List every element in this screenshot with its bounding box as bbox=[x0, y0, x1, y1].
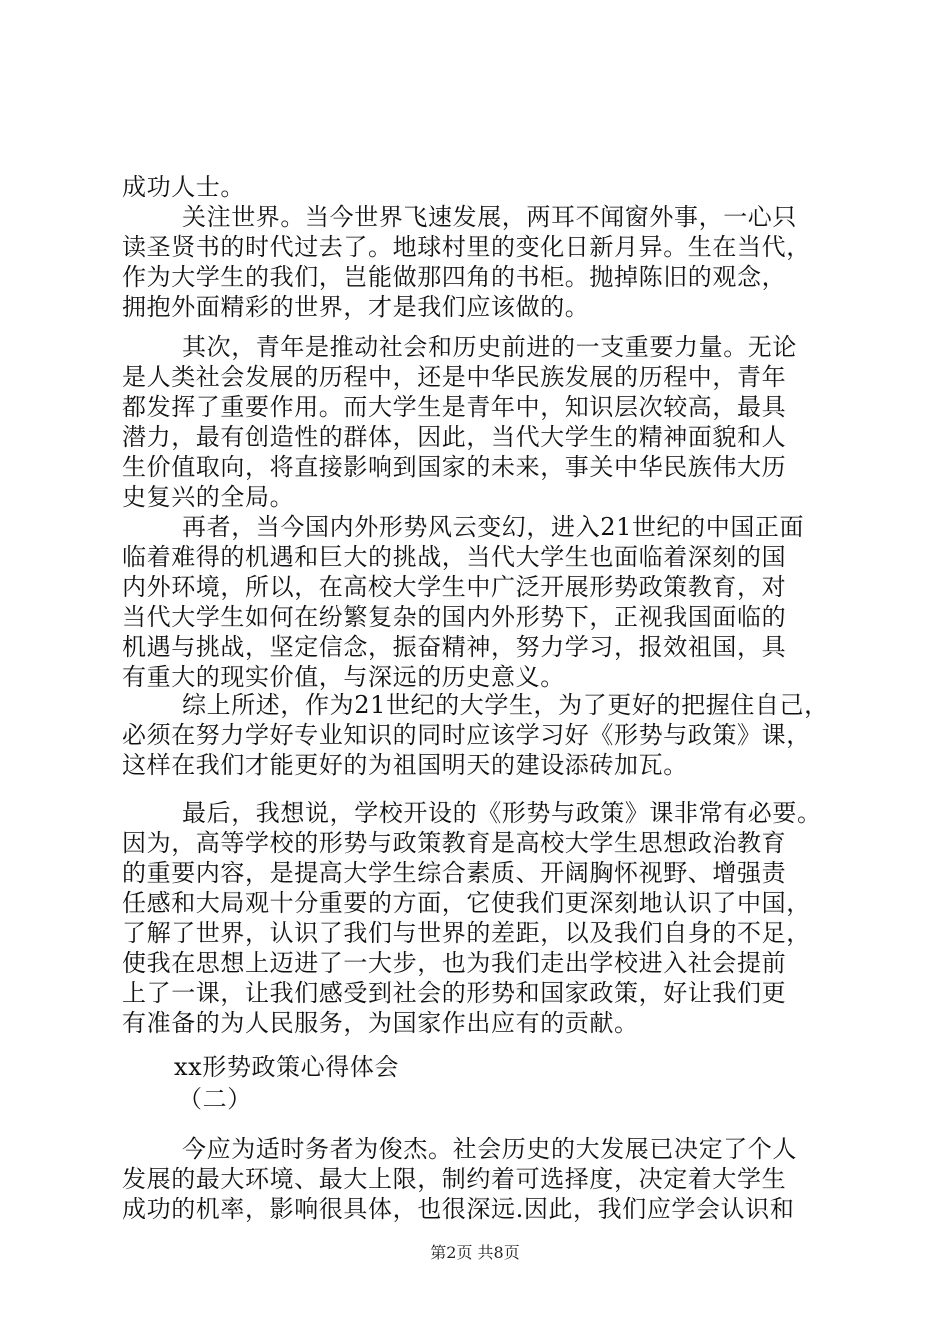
text-line: 这样在我们才能更好的为祖国明天的建设添砖加瓦。 bbox=[122, 751, 688, 779]
text-line: 发展的最大环境、最大上限，制约着可选择度，决定着大学生 bbox=[122, 1165, 787, 1193]
text-line: 拥抱外面精彩的世界，才是我们应该做的。 bbox=[122, 293, 590, 321]
text-line: 都发挥了重要作用。而大学生是青年中，知识层次较高，最具 bbox=[122, 393, 787, 421]
text-line: 有重大的现实价值，与深远的历史意义。 bbox=[122, 663, 565, 691]
text-line: 是人类社会发展的历程中，还是中华民族发展的历程中，青年 bbox=[122, 363, 787, 391]
text-line: 当代大学生如何在纷繁复杂的国内外形势下，正视我国面临的 bbox=[122, 603, 787, 631]
text-line: 史复兴的全局。 bbox=[122, 483, 295, 511]
text-line: 任感和大局观十分重要的方面，它使我们更深刻地认识了中国， bbox=[122, 889, 811, 917]
text-line: 作为大学生的我们，岂能做那四角的书柜。抛掉陈旧的观念， bbox=[122, 263, 787, 291]
text-line: 有准备的为人民服务，为国家作出应有的贡献。 bbox=[122, 1009, 639, 1037]
text-line: 内外环境，所以，在高校大学生中广泛开展形势政策教育，对 bbox=[122, 573, 787, 601]
text-line: 今应为适时务者为俊杰。社会历史的大发展已决定了个人 bbox=[182, 1135, 797, 1163]
text-line: 的重要内容，是提高大学生综合素质、开阔胸怀视野、增强责 bbox=[122, 859, 787, 887]
text-line: 上了一课，让我们感受到社会的形势和国家政策，好让我们更 bbox=[122, 979, 787, 1007]
text-line: 了解了世界，认识了我们与世界的差距，以及我们自身的不足， bbox=[122, 919, 811, 947]
text-line: 生价值取向，将直接影响到国家的未来，事关中华民族伟大历 bbox=[122, 453, 787, 481]
text-line: 因为，高等学校的形势与政策教育是高校大学生思想政治教育 bbox=[122, 829, 787, 857]
page-footer: 第2页 共8页 bbox=[430, 1243, 520, 1262]
text-line: 最后，我想说，学校开设的《形势与政策》课非常有必要。 bbox=[182, 799, 822, 827]
text-line: 综上所述，作为21世纪的大学生，为了更好的把握住自己， bbox=[182, 691, 829, 719]
text-line: 成功的机率，影响很具体，也很深远.因此，我们应学会认识和 bbox=[122, 1195, 795, 1223]
text-line: 机遇与挑战，坚定信念，振奋精神，努力学习，报效祖国，具 bbox=[122, 633, 787, 661]
text-line: xx形势政策心得体会 bbox=[174, 1053, 400, 1081]
text-line: 其次，青年是推动社会和历史前进的一支重要力量。无论 bbox=[182, 333, 797, 361]
text-line: （二） bbox=[178, 1085, 252, 1113]
text-line: 潜力，最有创造性的群体，因此，当代大学生的精神面貌和人 bbox=[122, 423, 787, 451]
text-line: 必须在努力学好专业知识的同时应该学习好《形势与政策》课， bbox=[122, 721, 811, 749]
text-line: 读圣贤书的时代过去了。地球村里的变化日新月异。生在当代， bbox=[122, 233, 811, 261]
text-line: 再者，当今国内外形势风云变幻，进入21世纪的中国正面 bbox=[182, 513, 805, 541]
text-line: 临着难得的机遇和巨大的挑战，当代大学生也面临着深刻的国 bbox=[122, 543, 787, 571]
text-line: 使我在思想上迈进了一大步，也为我们走出学校进入社会提前 bbox=[122, 949, 787, 977]
text-line: 成功人士。 bbox=[122, 173, 245, 201]
text-line: 关注世界。当今世界飞速发展，两耳不闻窗外事，一心只 bbox=[182, 203, 797, 231]
